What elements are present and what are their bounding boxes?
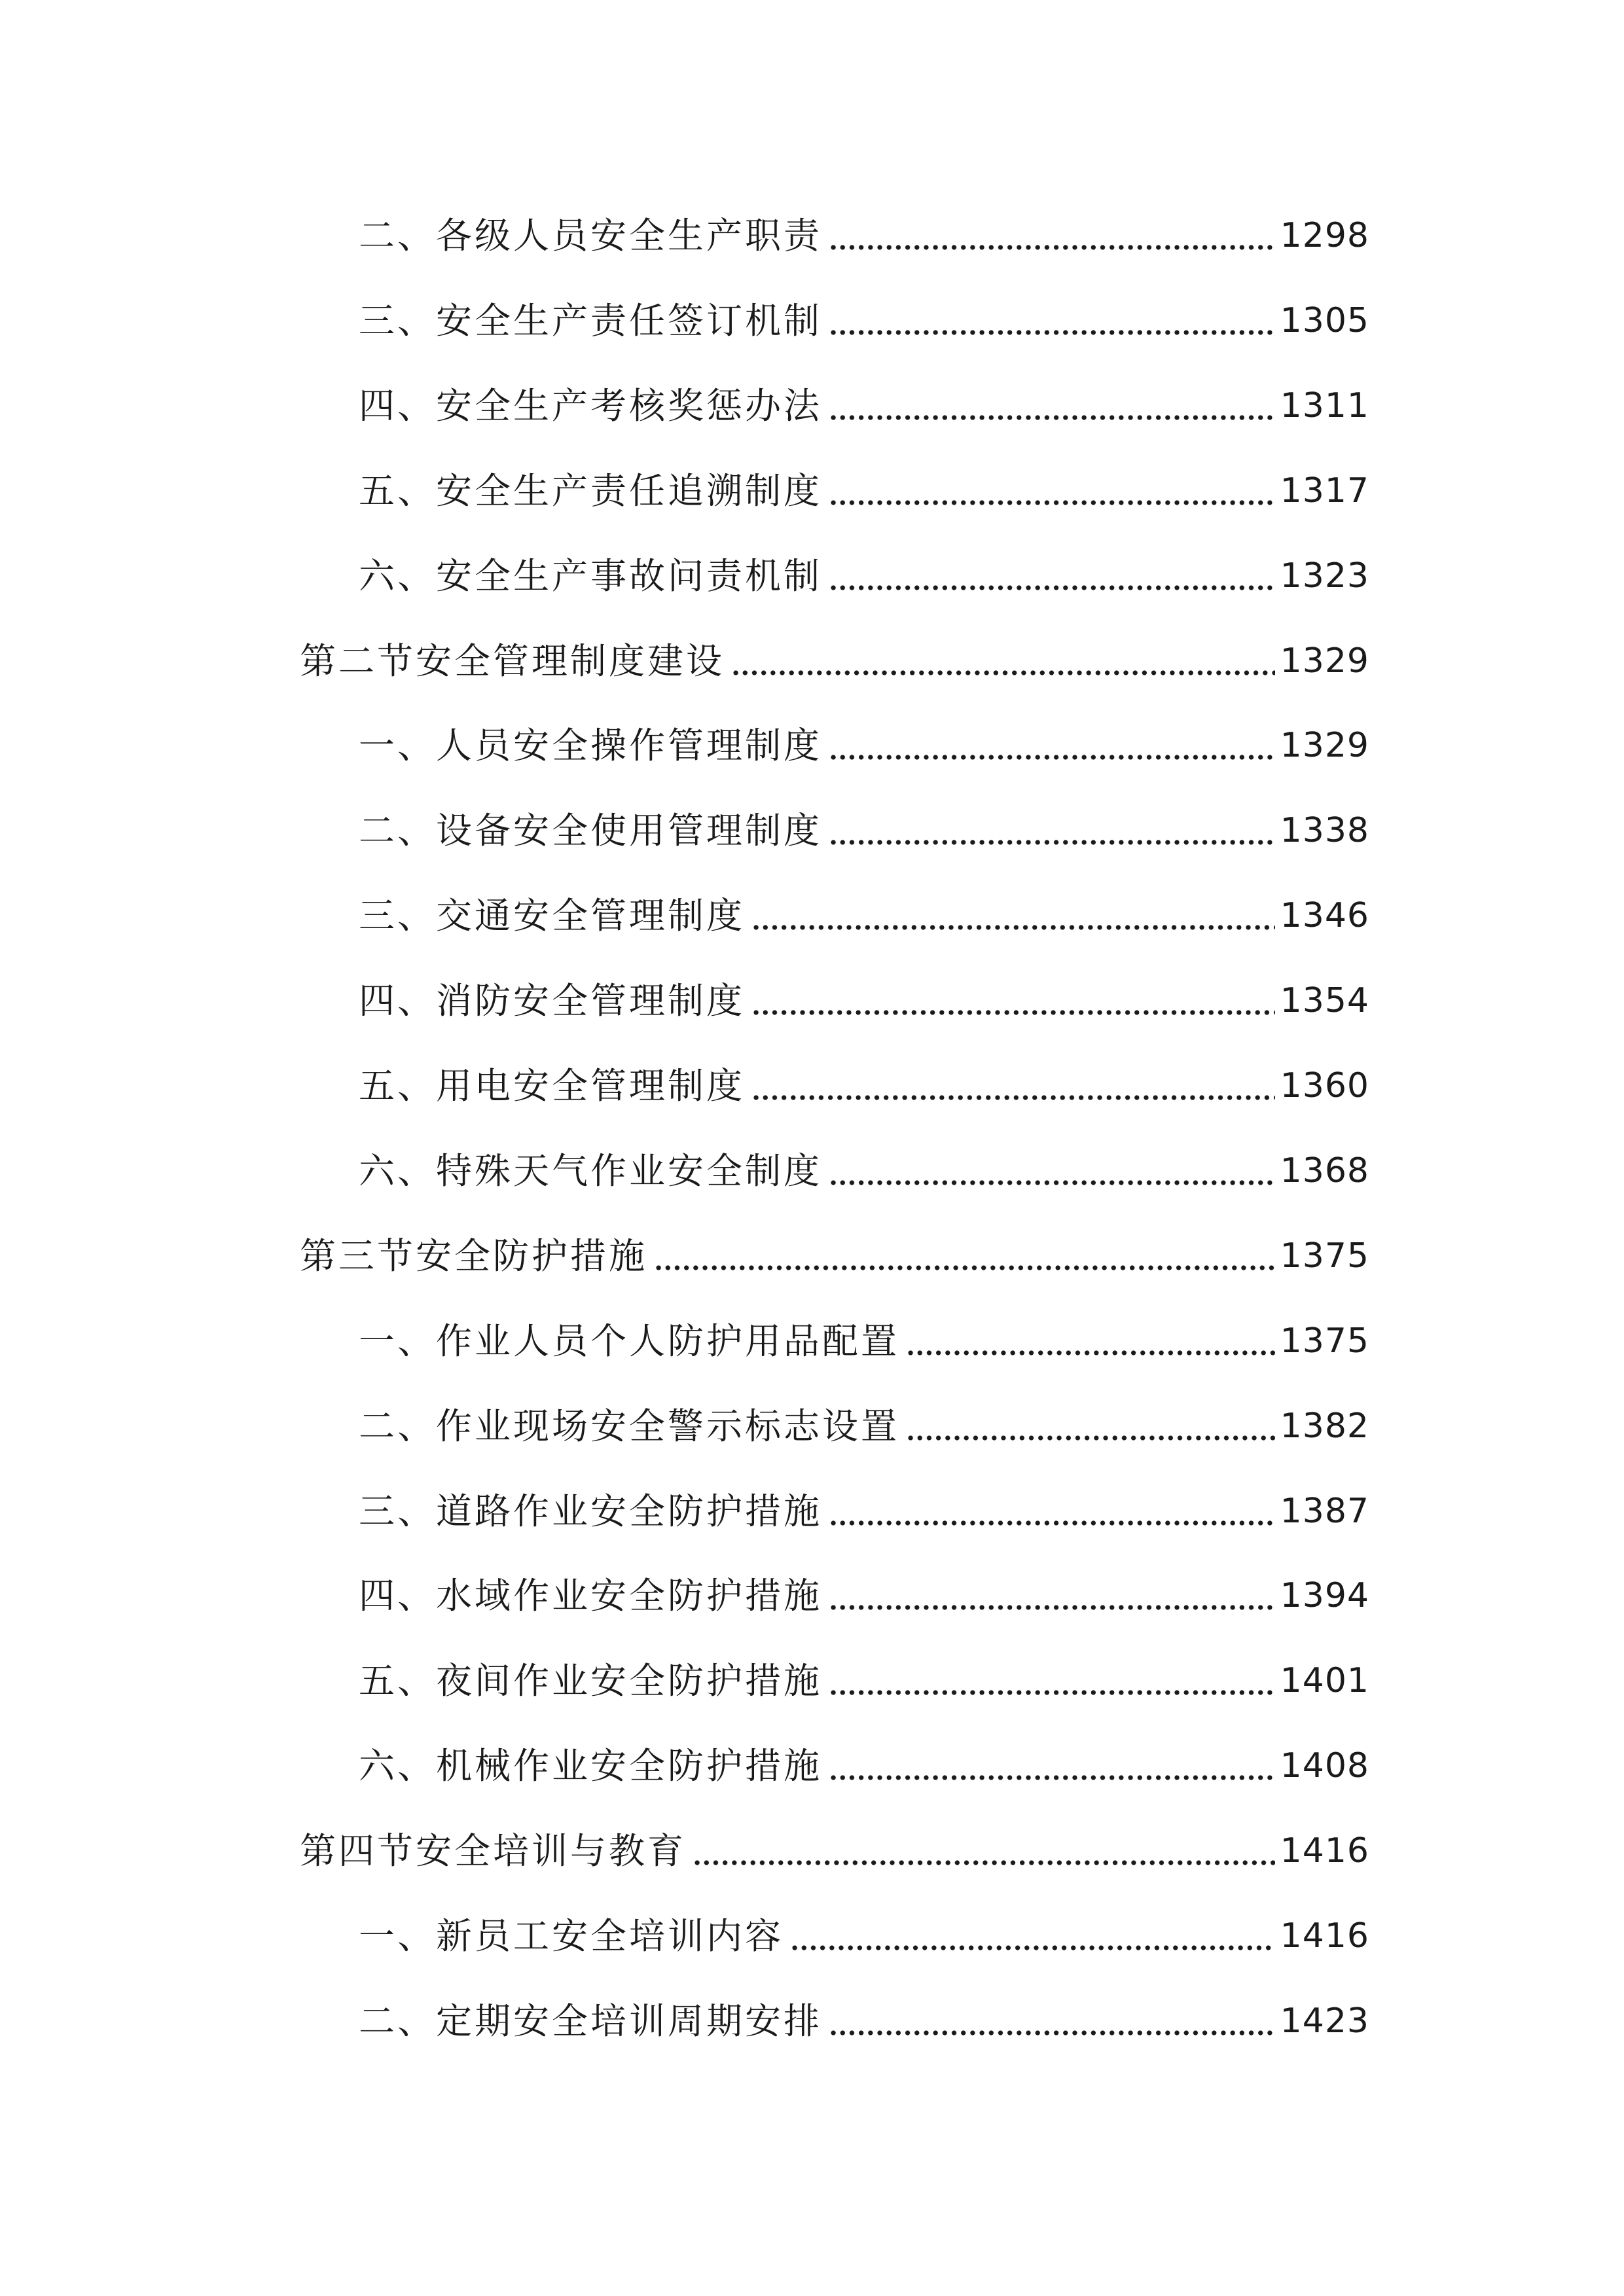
toc-entry-title: 三、交通安全管理制度: [359, 895, 746, 937]
toc-page-number: 1329: [1280, 641, 1369, 681]
toc-dot-leader: [751, 1094, 1275, 1102]
toc-subsection-entry: [359, 204, 1369, 267]
toc-page-number: 1305: [1280, 300, 1369, 340]
toc-subsection-entry: [359, 1905, 1369, 1967]
toc-dot-leader: [829, 2029, 1275, 2037]
toc-subsection-entry: [359, 1054, 1369, 1117]
toc-subsection-entry: [359, 884, 1369, 947]
toc-section-entry: [300, 1820, 1369, 1882]
toc-subsection-entry: [359, 1139, 1369, 1202]
toc-page-number: 1346: [1280, 896, 1369, 936]
toc-subsection-entry: [359, 289, 1369, 352]
toc-dot-leader: [829, 329, 1275, 336]
toc-page-number: 1298: [1280, 216, 1369, 255]
toc-subsection-entry: [359, 1734, 1369, 1797]
toc-page-number: 1416: [1280, 1916, 1369, 1956]
toc-dot-leader: [829, 1179, 1275, 1187]
toc-dot-leader: [829, 1604, 1275, 1611]
toc-subsection-entry: [359, 1990, 1369, 2053]
toc-entry-title: 四、水域作业安全防护措施: [359, 1575, 823, 1617]
toc-page-number: 1360: [1280, 1066, 1369, 1105]
toc-entry-title: 三、道路作业安全防护措施: [359, 1490, 823, 1532]
toc-subsection-entry: [359, 1564, 1369, 1627]
toc-page-number: 1375: [1280, 1236, 1369, 1276]
toc-page-number: 1387: [1280, 1491, 1369, 1531]
toc-entry-title: 四、安全生产考核奖惩办法: [359, 384, 823, 427]
toc-page-number: 1368: [1280, 1151, 1369, 1191]
toc-dot-leader: [829, 1689, 1275, 1696]
toc-page-number: 1423: [1280, 2001, 1369, 2041]
toc-subsection-entry: [359, 714, 1369, 777]
toc-subsection-entry: [359, 1395, 1369, 1458]
toc-page-number: 1382: [1280, 1406, 1369, 1446]
toc-entry-title: 六、安全生产事故问责机制: [359, 554, 823, 597]
toc-dot-leader: [654, 1264, 1275, 1272]
toc-entry-title: 四、消防安全管理制度: [359, 980, 746, 1022]
toc-subsection-entry: [359, 799, 1369, 862]
toc-dot-leader: [906, 1349, 1275, 1357]
toc-dot-leader: [790, 1944, 1275, 1952]
toc-entry-title: 五、用电安全管理制度: [359, 1065, 746, 1107]
toc-page-number: 1401: [1280, 1661, 1369, 1701]
toc-entry-title: 二、作业现场安全警示标志设置: [359, 1405, 900, 1447]
toc-page-number: 1311: [1280, 386, 1369, 425]
toc-page-number: 1416: [1280, 1831, 1369, 1871]
toc-entry-title: 第二节安全管理制度建设: [300, 639, 725, 682]
toc-entry-title: 一、新员工安全培训内容: [359, 1915, 784, 1957]
toc-dot-leader: [693, 1859, 1275, 1867]
toc-entry-title: 二、各级人员安全生产职责: [359, 215, 823, 257]
toc-subsection-entry: [359, 459, 1369, 522]
toc-entry-title: 六、特殊天气作业安全制度: [359, 1149, 823, 1192]
toc-dot-leader: [751, 1009, 1275, 1016]
toc-entry-title: 三、安全生产责任签订机制: [359, 299, 823, 342]
toc-subsection-entry: [359, 969, 1369, 1032]
toc-subsection-entry: [359, 545, 1369, 607]
toc-entry-title: 五、夜间作业安全防护措施: [359, 1660, 823, 1702]
toc-page-number: 1354: [1280, 981, 1369, 1021]
toc-subsection-entry: [359, 1310, 1369, 1372]
toc-entry-title: 一、人员安全操作管理制度: [359, 725, 823, 767]
toc-entry-title: 二、定期安全培训周期安排: [359, 2000, 823, 2042]
toc-dot-leader: [829, 243, 1275, 251]
toc-section-entry: [300, 1225, 1369, 1287]
toc-dot-leader: [829, 499, 1275, 507]
toc-subsection-entry: [359, 374, 1369, 437]
toc-page-number: 1329: [1280, 726, 1369, 766]
toc-entry-title: 第三节安全防护措施: [300, 1234, 648, 1277]
toc-dot-leader: [731, 669, 1275, 677]
toc-page-number: 1375: [1280, 1321, 1369, 1361]
toc-dot-leader: [829, 1774, 1275, 1782]
toc-page-number: 1394: [1280, 1576, 1369, 1616]
toc-page-number: 1408: [1280, 1746, 1369, 1786]
toc-page-number: 1317: [1280, 471, 1369, 511]
toc-entry-title: 一、作业人员个人防护用品配置: [359, 1319, 900, 1362]
toc-entry-title: 二、设备安全使用管理制度: [359, 810, 823, 852]
toc-entry-title: 六、机械作业安全防护措施: [359, 1745, 823, 1787]
toc-subsection-entry: [359, 1649, 1369, 1712]
toc-dot-leader: [829, 753, 1275, 761]
toc-section-entry: [300, 630, 1369, 692]
toc-dot-leader: [751, 924, 1275, 931]
toc-dot-leader: [906, 1434, 1275, 1442]
toc-entry-title: 五、安全生产责任追溯制度: [359, 469, 823, 512]
toc-subsection-entry: [359, 1480, 1369, 1543]
toc-dot-leader: [829, 1519, 1275, 1527]
toc-entry-title: 第四节安全培训与教育: [300, 1830, 687, 1873]
toc-page-number: 1323: [1280, 556, 1369, 596]
toc-page-number: 1338: [1280, 811, 1369, 851]
toc-dot-leader: [829, 584, 1275, 592]
toc-dot-leader: [829, 414, 1275, 422]
toc-dot-leader: [829, 838, 1275, 846]
